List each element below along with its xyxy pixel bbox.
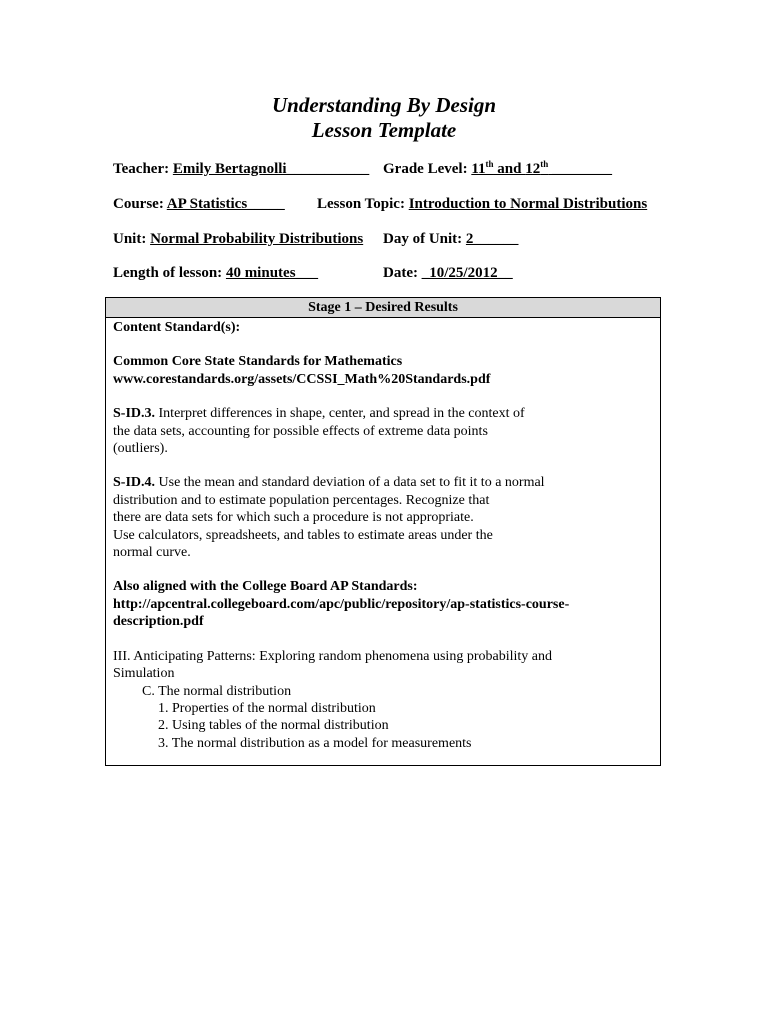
lesson-topic-field: [317, 195, 647, 213]
sid4-line: normal curve.: [113, 545, 191, 561]
teacher-value: Emily Bertagnolli___________: [172, 161, 370, 177]
sid3-line: Interpret differences in shape, center, and spread in the context of: [155, 406, 525, 422]
length-label: Length of lesson:: [113, 265, 223, 281]
teacher-field: [113, 160, 369, 178]
standard-sid4: [113, 474, 653, 561]
ccss-url: www.corestandards.org/assets/CCSSI_Math%20Standards.pdf: [113, 371, 491, 387]
document-title: Understanding By Design: [271, 93, 497, 117]
sid4-code: S-ID.4.: [113, 475, 156, 491]
sid3-line: (outliers).: [113, 441, 168, 457]
outline-item: 2. Using tables of the normal distribution: [158, 718, 389, 734]
unit-value: Normal Probability Distributions: [150, 231, 364, 247]
date-label: Date:: [383, 265, 418, 281]
sid4-line: Use calculators, spreadsheets, and tables to estimate areas under the: [113, 527, 493, 543]
day-of-unit-field: [383, 230, 518, 248]
course-value: AP Statistics_____: [166, 196, 285, 212]
unit-label: Unit:: [113, 231, 147, 247]
ap-standards-url: description.pdf: [113, 614, 204, 630]
ap-standards-url: http://apcentral.collegeboard.com/apc/public/repository/ap-statistics-course-: [113, 596, 570, 612]
outline-heading-cont: Simulation: [113, 666, 175, 682]
sid4-line: distribution and to estimate population percentages. Recognize that: [113, 492, 490, 508]
course-field: [113, 195, 285, 213]
sid3-line: the data sets, accounting for possible effects of extreme data points: [113, 423, 488, 439]
date-field: [383, 264, 513, 282]
ccss-title: Common Core State Standards for Mathematics: [113, 354, 403, 370]
sid4-line: there are data sets for which such a procedure is not appropriate.: [113, 510, 474, 526]
grade-label: Grade Level:: [383, 161, 468, 177]
outline-subheading: C. The normal distribution: [142, 683, 292, 699]
sid3-code: S-ID.3.: [113, 406, 156, 422]
unit-field: [113, 230, 363, 248]
stage1-table: [105, 297, 661, 766]
outline-heading: III. Anticipating Patterns: Exploring random phenomena using probability and: [113, 648, 552, 664]
course-label: Course:: [113, 196, 164, 212]
ap-standards-title: Also aligned with the College Board AP Standards:: [113, 579, 418, 595]
stage1-body: [106, 318, 660, 752]
day-of-unit-label: Day of Unit:: [383, 231, 463, 247]
content-standards-heading: Content Standard(s):: [113, 320, 241, 335]
sid4-line: Use the mean and standard deviation of a data set to fit it to a normal: [155, 475, 545, 491]
outline-item: 1. Properties of the normal distribution: [158, 700, 376, 716]
standard-sid3: [113, 405, 653, 457]
outline-item: 3. The normal distribution as a model for measurements: [158, 735, 472, 751]
day-of-unit-value: 2______: [465, 231, 519, 247]
grade-value: 11th and 12th ________: [471, 159, 612, 177]
stage1-header: Stage 1 – Desired Results: [106, 298, 660, 318]
lesson-topic-value: Introduction to Normal Distributions: [408, 196, 648, 212]
lesson-topic-label: Lesson Topic:: [317, 196, 405, 212]
length-value: 40 minutes___: [225, 265, 319, 281]
teacher-label: Teacher:: [113, 161, 170, 177]
grade-level-field: [383, 160, 612, 178]
document-subtitle: Lesson Template: [311, 118, 457, 142]
length-field: [113, 264, 318, 282]
date-value: _10/25/2012__: [421, 265, 513, 281]
